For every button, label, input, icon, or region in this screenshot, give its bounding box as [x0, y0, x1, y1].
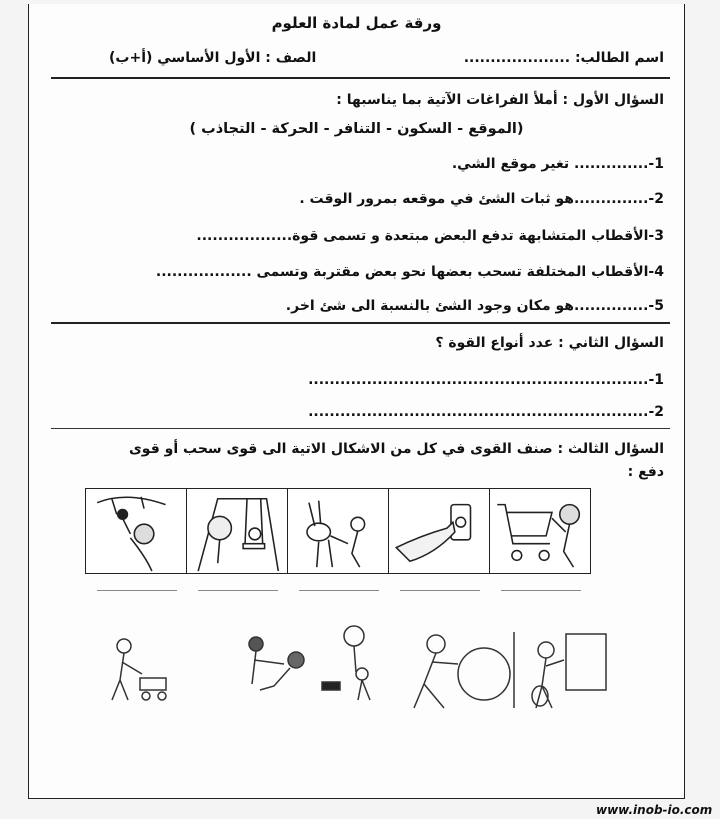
answer-line[interactable] — [97, 590, 177, 591]
q3-heading-line2: دفع : — [627, 464, 664, 480]
q2-item-1[interactable]: 1-................................................................ — [308, 372, 664, 388]
answer-line[interactable] — [501, 590, 581, 591]
force-pictures — [86, 488, 591, 574]
answer-line[interactable] — [400, 590, 480, 591]
picture-push-snowball — [414, 635, 510, 708]
q1-item-2[interactable]: 2-..............هو ثبات الشئ في موقعه بمرور الوقت . — [299, 191, 664, 207]
picture-balloon-cart — [322, 626, 370, 700]
answer-line[interactable] — [299, 590, 379, 591]
student-name-field[interactable]: اسم الطالب: .................... — [463, 50, 664, 66]
divider — [51, 428, 670, 429]
q1-heading: السؤال الأول : أملأ الفراغات الآتية بما يناسبها : — [336, 92, 664, 108]
divider — [51, 77, 670, 79]
q2-item-2[interactable]: 2-................................................................ — [308, 404, 664, 420]
q1-options: (الموقع - السكون - التنافر - الحركة - التجاذب ) — [189, 121, 524, 137]
q1-item-1[interactable]: 1-.............. تغير موقع الشي. — [451, 156, 664, 172]
q1-item-3[interactable]: 3-الأقطاب المتشابهة تدفع البعض مبتعدة و تسمى قوة.................. — [196, 228, 664, 244]
q3-heading-line1: السؤال الثالث : صنف القوى في كل من الاشكال الاتية الى قوى سحب أو قوى — [128, 441, 664, 457]
picture-push-box — [514, 632, 606, 708]
picture-press-button — [388, 488, 491, 574]
picture-donkey-pull — [287, 488, 390, 574]
picture-swing — [186, 488, 289, 574]
q1-item-4[interactable]: 4-الأقطاب المختلفة تسحب بعضها نحو بعض مقتربة وتسمى .................. — [155, 264, 664, 280]
force-pictures-row2 — [84, 624, 624, 714]
footer-url[interactable]: www.inob-io.com — [596, 803, 713, 817]
q2-heading: السؤال الثاني : عدد أنواع القوة ؟ — [435, 335, 664, 351]
picture-pull-wagon — [112, 639, 166, 700]
answer-lines — [86, 590, 591, 591]
q1-item-5[interactable]: 5-..............هو مكان وجود الشئ بالنسبة الى شئ اخر. — [285, 298, 664, 314]
divider — [51, 322, 670, 324]
header-row — [49, 50, 664, 66]
picture-fruit-picking — [85, 488, 188, 574]
picture-shopping-cart — [489, 488, 592, 574]
picture-tug-children — [249, 637, 304, 690]
answer-line[interactable] — [198, 590, 278, 591]
class-label: الصف : الأول الأساسي (أ+ب) — [109, 50, 317, 66]
page-title: ورقة عمل لمادة العلوم — [271, 14, 442, 32]
